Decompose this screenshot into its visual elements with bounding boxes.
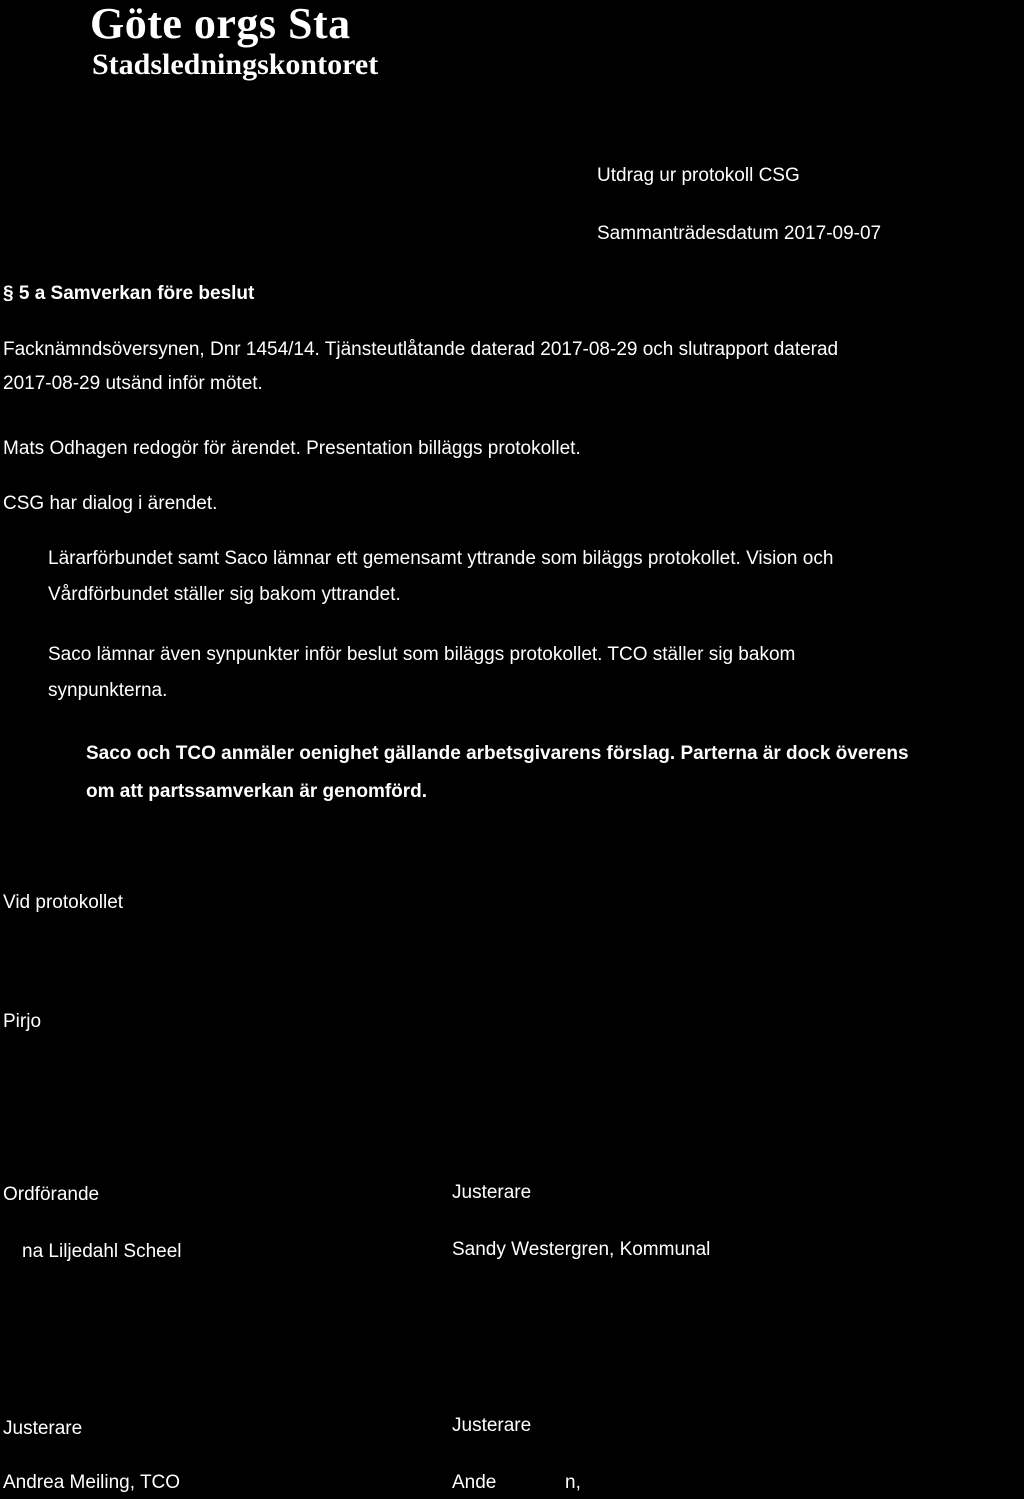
conclusion-line: om att partssamverkan är genomförd. bbox=[86, 781, 428, 802]
intro-line: 2017-08-29 utsänd inför mötet. bbox=[3, 373, 263, 394]
adjuster-label: Justerare bbox=[452, 1415, 532, 1436]
meeting-date: Sammanträdesdatum 2017-09-07 bbox=[597, 223, 882, 244]
statement-line: synpunkterna. bbox=[48, 680, 168, 701]
recorder-label: Vid protokollet bbox=[3, 892, 124, 913]
adjuster-name: Andrea Meiling, TCO bbox=[3, 1472, 181, 1493]
statement-paragraph-1 bbox=[48, 541, 833, 613]
chair-name: na Liljedahl Scheel bbox=[22, 1241, 182, 1262]
conclusion-paragraph bbox=[86, 735, 909, 811]
intro-paragraph bbox=[3, 333, 838, 401]
statement-line: Lärarförbundet samt Saco lämnar ett gemensamt yttrande som biläggs protokollet. Vision och bbox=[48, 548, 834, 569]
adjuster-name: Ande n, bbox=[452, 1472, 581, 1493]
recorder-name: Pirjo bbox=[3, 1011, 42, 1032]
statement-line: Saco lämnar även synpunkter inför beslut som biläggs protokollet. TCO ställer sig bakom bbox=[48, 644, 796, 665]
section-heading: § 5 a Samverkan före beslut bbox=[3, 283, 255, 304]
conclusion-line: Saco och TCO anmäler oenighet gällande arbetsgivarens förslag. Parterna är dock överens bbox=[86, 743, 909, 764]
statement-line: Vårdförbundet ställer sig bakom yttrandet. bbox=[48, 584, 401, 605]
presenter-text: Mats Odhagen redogör för ärendet. Presentation billäggs protokollet. bbox=[3, 438, 581, 459]
adjuster-name: Sandy Westergren, Kommunal bbox=[452, 1239, 711, 1260]
intro-line: Facknämndsöversynen, Dnr 1454/14. Tjänsteutlåtande daterad 2017-08-29 och slutrapport daterad bbox=[3, 339, 839, 360]
organization-name: Göte orgs Sta bbox=[90, 0, 351, 48]
dialog-text: CSG har dialog i ärendet. bbox=[3, 493, 218, 514]
adjuster-label: Justerare bbox=[3, 1418, 83, 1439]
chair-label: Ordförande bbox=[3, 1184, 100, 1205]
department-name: Stadsledningskontoret bbox=[92, 48, 379, 81]
extract-title: Utdrag ur protokoll CSG bbox=[597, 165, 800, 186]
adjuster-label: Justerare bbox=[452, 1182, 532, 1203]
statement-paragraph-2 bbox=[48, 637, 795, 709]
